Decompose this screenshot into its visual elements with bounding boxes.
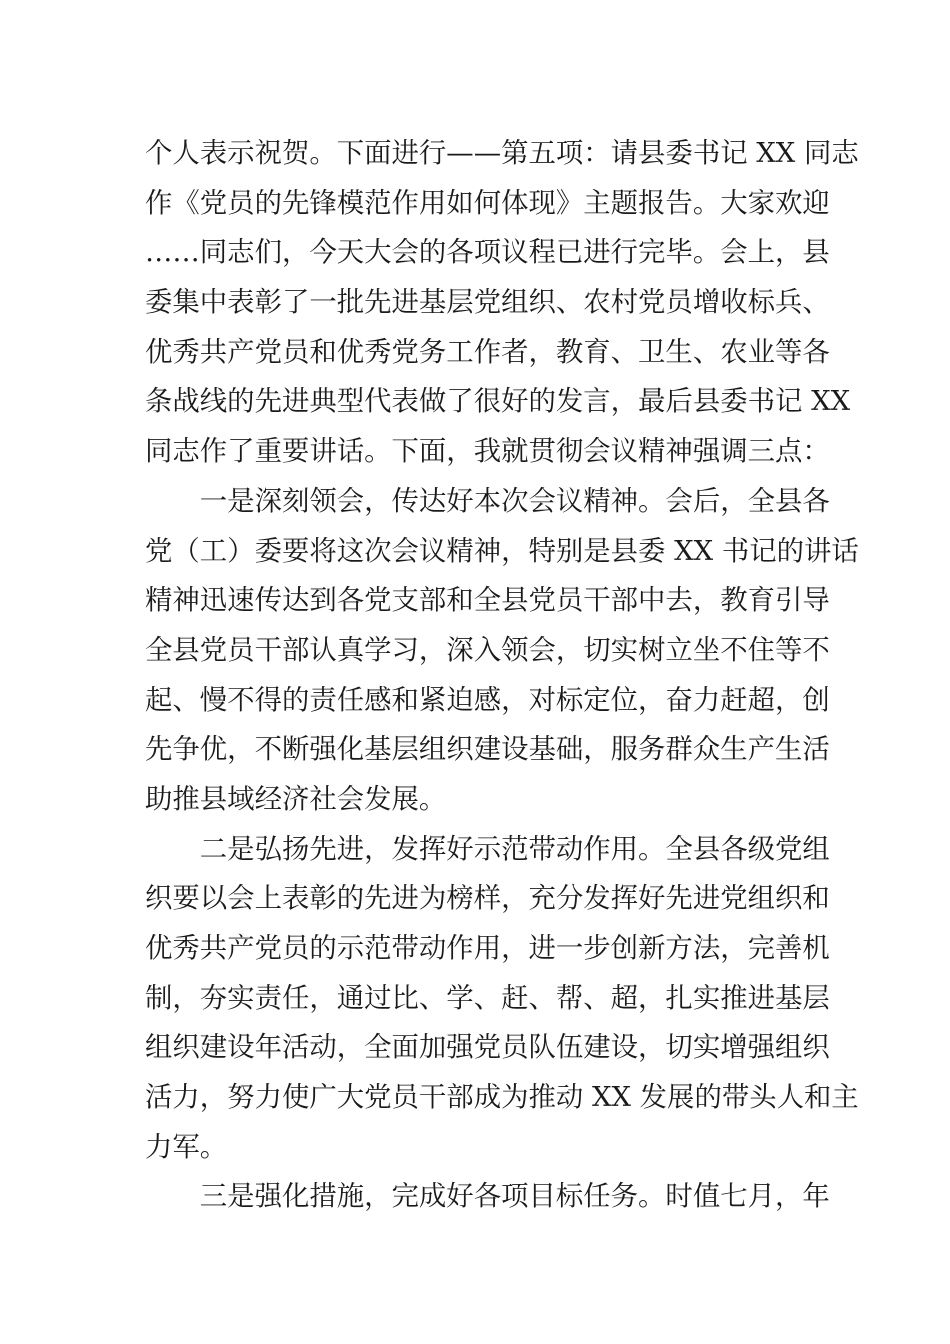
text-line: 起、慢不得的责任感和紧迫感，对标定位，奋力赶超，创 — [145, 684, 830, 716]
text-line: 作《党员的先锋模范作用如何体现》主题报告。大家欢迎 — [145, 187, 830, 219]
text-line: 助推县域经济社会发展。 — [145, 783, 447, 815]
text-line: 二是弘扬先进，发挥好示范带动作用。全县各级党组 — [145, 833, 830, 865]
text-line: 同志作了重要讲话。下面，我就贯彻会议精神强调三点： — [145, 436, 830, 468]
text-line: 先争优，不断强化基层组织建设基础，服务群众生产生活 — [145, 734, 830, 766]
text-line: 全县党员干部认真学习，深入领会，切实树立坐不住等不 — [145, 634, 830, 666]
text-line: 活力，努力使广大党员干部成为推动 XX 发展的带头人和主 — [145, 1082, 859, 1114]
text-line: 委集中表彰了一批先进基层党组织、农村党员增收标兵、 — [145, 287, 830, 319]
text-line: 三是强化措施，完成好各项目标任务。时值七月，年 — [145, 1181, 830, 1213]
text-line: 组织建设年活动，全面加强党员队伍建设，切实增强组织 — [145, 1032, 830, 1064]
text-line: 条战线的先进典型代表做了很好的发言，最后县委书记 XX — [145, 386, 851, 418]
text-line: 一是深刻领会，传达好本次会议精神。会后，全县各 — [145, 485, 830, 517]
text-line: 个人表示祝贺。下面进行——第五项：请县委书记 XX 同志 — [145, 138, 859, 169]
document-body — [145, 129, 859, 1222]
text-line: 织要以会上表彰的先进为榜样，充分发挥好先进党组织和 — [145, 883, 830, 915]
text-line: 力军。 — [145, 1131, 228, 1163]
text-line: 制，夯实责任，通过比、学、赶、帮、超，扎实推进基层 — [145, 982, 830, 1014]
text-line: 优秀共产党员和优秀党务工作者，教育、卫生、农业等各 — [145, 336, 830, 368]
text-line: 优秀共产党员的示范带动作用，进一步创新方法，完善机 — [145, 933, 830, 964]
text-line: 精神迅速传达到各党支部和全县党员干部中去，教育引导 — [145, 585, 830, 617]
text-line: ……同志们，今天大会的各项议程已进行完毕。会上，县 — [145, 237, 830, 269]
text-line: 党（工）委要将这次会议精神，特别是县委 XX 书记的讲话 — [145, 535, 859, 567]
